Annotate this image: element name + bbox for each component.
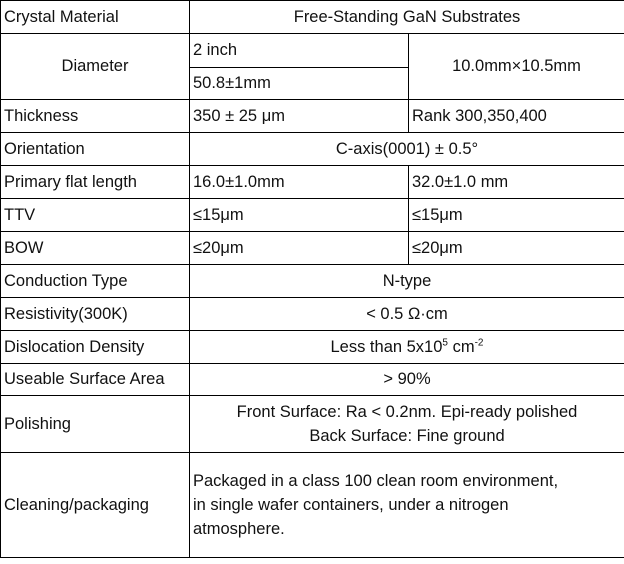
packaging-line-1: Packaged in a class 100 clean room environment, bbox=[193, 472, 559, 490]
dislocation-value-unit: cm bbox=[447, 337, 475, 356]
row-label: Dislocation Density bbox=[1, 331, 190, 364]
table-row bbox=[1, 298, 624, 331]
row-label: Resistivity(300K) bbox=[1, 298, 190, 331]
row-value: C-axis(0001) ± 0.5° bbox=[190, 133, 624, 166]
row-value: 10.0mm×10.5mm bbox=[409, 34, 624, 100]
dislocation-exponent-2: -2 bbox=[474, 337, 484, 348]
row-label: Conduction Type bbox=[1, 265, 190, 298]
table-row bbox=[1, 100, 624, 133]
row-value: 350 ± 25 μm bbox=[190, 100, 409, 133]
row-label: Polishing bbox=[1, 396, 190, 453]
row-value: 2 inch bbox=[190, 34, 409, 68]
table-row bbox=[1, 199, 624, 232]
row-label: Diameter bbox=[1, 34, 190, 100]
table-row bbox=[1, 364, 624, 396]
table-row bbox=[1, 1, 624, 34]
row-value: ≤20μm bbox=[409, 232, 624, 265]
row-value: > 90% bbox=[190, 364, 624, 396]
table-row bbox=[1, 396, 624, 453]
row-value: Free-Standing GaN Substrates bbox=[190, 1, 624, 34]
row-label: BOW bbox=[1, 232, 190, 265]
row-value: < 0.5 Ω·cm bbox=[190, 298, 624, 331]
row-label: Useable Surface Area bbox=[1, 364, 190, 396]
dislocation-exponent-1: 5 bbox=[442, 337, 448, 348]
row-value: 16.0±1.0mm bbox=[190, 166, 409, 199]
row-value: ≤20μm bbox=[190, 232, 409, 265]
table-row bbox=[1, 265, 624, 298]
row-value: Rank 300,350,400 bbox=[409, 100, 624, 133]
row-value bbox=[190, 331, 624, 364]
polishing-back-surface: Back Surface: Fine ground bbox=[309, 427, 505, 445]
row-value: 32.0±1.0 mm bbox=[409, 166, 624, 199]
row-value: ≤15μm bbox=[409, 199, 624, 232]
row-label: Cleaning/packaging bbox=[1, 453, 190, 558]
row-label: TTV bbox=[1, 199, 190, 232]
row-value: ≤15μm bbox=[190, 199, 409, 232]
row-label: Crystal Material bbox=[1, 1, 190, 34]
packaging-line-3: atmosphere. bbox=[193, 520, 285, 538]
row-label: Primary flat length bbox=[1, 166, 190, 199]
row-value: N-type bbox=[190, 265, 624, 298]
table-row bbox=[1, 331, 624, 364]
table-row bbox=[1, 166, 624, 199]
table-row bbox=[1, 453, 624, 558]
row-value: 50.8±1mm bbox=[190, 68, 409, 100]
table-row bbox=[1, 133, 624, 166]
packaging-line-2: in single wafer containers, under a nitrogen bbox=[193, 496, 509, 514]
row-value bbox=[190, 396, 624, 453]
table-row bbox=[1, 34, 624, 68]
table-row bbox=[1, 232, 624, 265]
row-value bbox=[190, 453, 624, 558]
row-label: Thickness bbox=[1, 100, 190, 133]
row-label: Orientation bbox=[1, 133, 190, 166]
polishing-front-surface: Front Surface: Ra < 0.2nm. Epi-ready polished bbox=[236, 403, 578, 421]
dislocation-value-prefix: Less than 5x10 bbox=[330, 337, 443, 356]
